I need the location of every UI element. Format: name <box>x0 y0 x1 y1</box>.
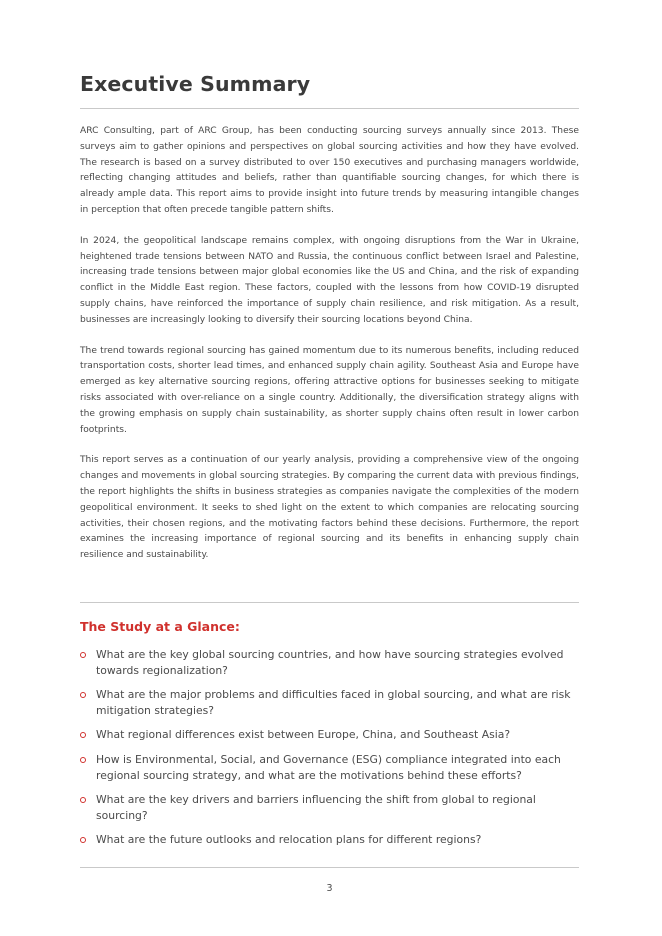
list-item <box>80 832 579 848</box>
summary-paragraph: The trend towards regional sourcing has gained momentum due to its numerous benefits, including reduced transportation costs, shorter lead times, and enhanced supply chain agility. Southeast Asia and Europe have emerged as key alternative sourcing regions, offering attractive options for businesses seeking to mitigate risks associated with over-reliance on a single country. Additionally, the diversification strategy aligns with the growing emphasis on supply chain sustainability, as shorter supply chains often result in lower carbon footprints. <box>80 345 579 435</box>
list-item <box>80 647 579 678</box>
list-item <box>80 792 579 823</box>
page-title: Executive Summary <box>80 72 311 96</box>
summary-paragraph: This report serves as a continuation of our yearly analysis, providing a comprehensive view of the ongoing changes and movements in global sourcing strategies. By comparing the current data with previous findings, the report highlights the shifts in business strategies as companies navigate the complexities of the modern geopolitical environment. It seeks to shed light on the extent to which companies are relocating sourcing activities, their chosen regions, and the motivating factors behind these decisions. Furthermore, the report examines the increasing importance of regional sourcing and its benefits in enhancing supply chain resilience and sustainability. <box>80 455 579 561</box>
question-text: What are the future outlooks and relocation plans for different regions? <box>96 833 482 847</box>
hollow-circle-bullet-icon <box>80 837 86 843</box>
executive-summary-body <box>80 124 579 579</box>
summary-paragraph: ARC Consulting, part of ARC Group, has been conducting sourcing surveys annually since 2013. These surveys aim to gather opinions and perspectives on global sourcing activities and how they have evolved. The research is based on a survey distributed to over 150 executives and purchasing managers worldwide, reflecting changing attitudes and beliefs, rather than quantifiable sourcing changes, for which there is already ample data. This report aims to provide insight into future trends by measuring intangible changes in perception that often precede tangible pattern shifts. <box>80 126 579 215</box>
question-text: What are the major problems and difficulties faced in global sourcing, and what are risk mitigation strategies? <box>96 688 571 717</box>
hollow-circle-bullet-icon <box>80 757 86 763</box>
page-number: 3 <box>326 883 333 894</box>
question-text: What are the key global sourcing countries, and how have sourcing strategies evolved towards regionalization? <box>96 648 564 677</box>
footer-divider <box>80 867 579 868</box>
question-text: What are the key drivers and barriers influencing the shift from global to regional sourcing? <box>96 793 536 822</box>
section-divider <box>80 602 579 603</box>
list-item <box>80 752 579 783</box>
study-heading: The Study at a Glance: <box>80 619 240 634</box>
title-divider <box>80 108 579 109</box>
question-text: What regional differences exist between Europe, China, and Southeast Asia? <box>96 728 511 742</box>
hollow-circle-bullet-icon <box>80 652 86 658</box>
hollow-circle-bullet-icon <box>80 692 86 698</box>
study-questions-list <box>80 647 579 857</box>
hollow-circle-bullet-icon <box>80 797 86 803</box>
list-item <box>80 687 579 718</box>
hollow-circle-bullet-icon <box>80 732 86 738</box>
list-item <box>80 727 579 743</box>
question-text: How is Environmental, Social, and Governance (ESG) compliance integrated into each regional sourcing strategy, and what are the motivations behind these efforts? <box>96 752 561 782</box>
summary-paragraph: In 2024, the geopolitical landscape remains complex, with ongoing disruptions from the War in Ukraine, heightened trade tensions between NATO and Russia, the continuous conflict between Israel and Palestine, increasing trade tensions between major global economies like the US and China, and the risk of expanding conflict in the Middle East region. These factors, coupled with the lessons from how COVID-19 disrupted supply chains, have reinforced the importance of supply chain resilience, and risk mitigation. As a result, businesses are increasingly looking to diversify their sourcing locations beyond China. <box>80 235 579 325</box>
